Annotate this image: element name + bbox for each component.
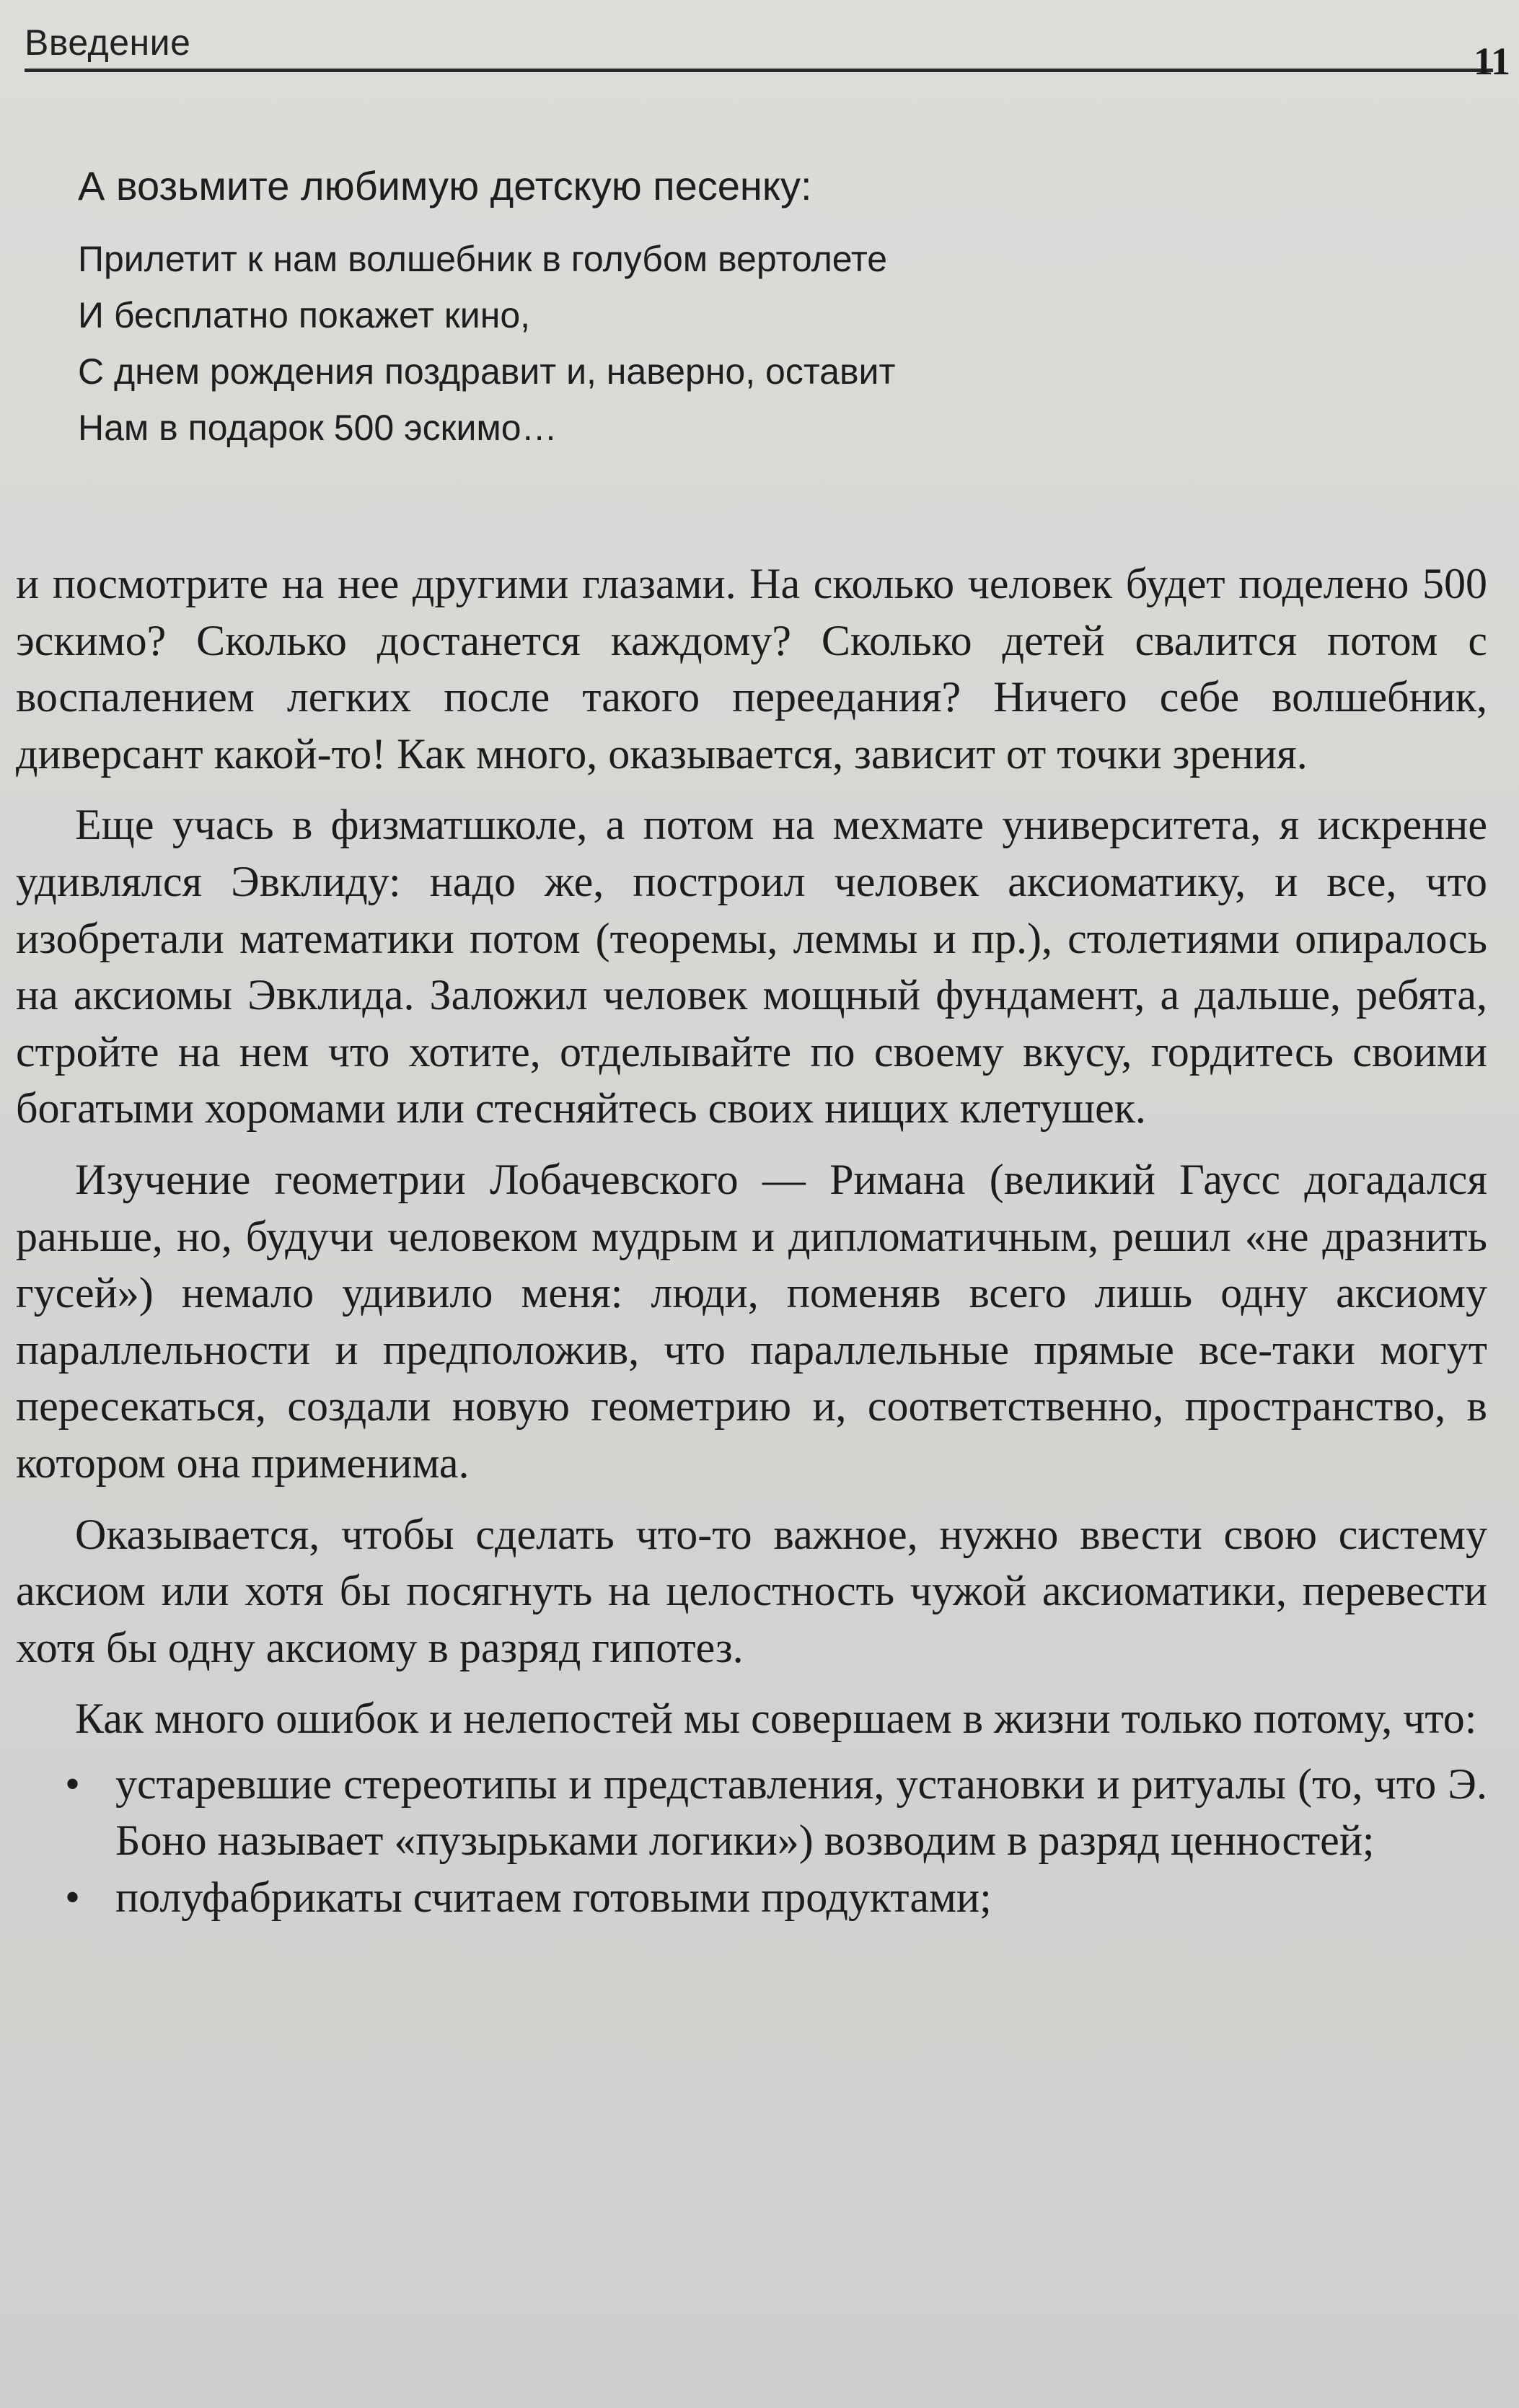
song-line: Прилетит к нам волшебник в голубом вертолете	[78, 239, 888, 279]
header-rule	[25, 69, 1493, 72]
song-line: И бесплатно покажет кино,	[78, 295, 531, 335]
song-excerpt	[78, 157, 1448, 456]
page-number: 11	[1473, 40, 1510, 83]
song-intro: А возьмите любимую детскую песенку:	[78, 163, 812, 208]
running-head	[25, 14, 1510, 83]
song-line: Нам в подарок 500 эскимо…	[78, 408, 558, 448]
list-item-text: полуфабрикаты считаем готовыми продуктами;	[115, 1873, 992, 1922]
body-text	[16, 555, 1487, 1926]
list-item	[16, 1756, 1487, 1869]
bullet-list	[16, 1756, 1487, 1926]
paragraph: Как много ошибок и нелепостей мы совершаем в жизни только потому, что:	[75, 1695, 1477, 1743]
list-item	[16, 1869, 1487, 1926]
list-item-text: устаревшие стереотипы и представления, установки и ритуалы (то, что Э. Боно называет «пузырьками логики») возводим в разряд ценностей;	[115, 1759, 1487, 1865]
paragraph: Оказывается, чтобы сделать что-то важное, нужно ввести свою систему аксиом или хотя бы посягнуть на целостность чужой аксиоматики, перевести хотя бы одну аксиому в разряд гипотез.	[16, 1510, 1487, 1671]
paragraph: Еще учась в физматшколе, а потом на мехмате университета, я искренне удивлялся Эвклиду: надо же, построил человек аксиоматику, и все, что изобретали математики потом (теоремы, леммы и пр.), столетиями опиралось на аксиомы Эвклида. Заложил человек мощный фундамент, а дальше, ребята, стройте на нем что хотите, отделывайте по своему вкусу, гордитесь своими богатыми хоромами или стесняйтесь своих нищих клетушек.	[16, 801, 1487, 1133]
bullet-icon: •	[65, 1873, 81, 1922]
section-title: Введение	[25, 22, 191, 63]
song-line: С днем рождения поздравит и, наверно, оставит	[78, 351, 896, 392]
bullet-icon: •	[65, 1759, 81, 1808]
paragraph: Изучение геометрии Лобачевского — Римана (великий Гаусс догадался раньше, но, будучи человеком мудрым и дипломатичным, решил «не дразнить гусей») немало удивило меня: люди, поменяв всего лишь одну аксиому параллельности и предположив, что параллельные прямые все-таки могут пересекаться, создали новую геометрию и, соответственно, пространство, в котором она применима.	[16, 1155, 1487, 1487]
paragraph: и посмотрите на нее другими глазами. На сколько человек будет поделено 500 эскимо? Сколько достанется каждому? Сколько детей свалится потом с воспалением легких после такого переедания? Ничего себе волшебник, диверсант какой-то! Как много, оказывается, зависит от точки зрения.	[16, 560, 1487, 778]
